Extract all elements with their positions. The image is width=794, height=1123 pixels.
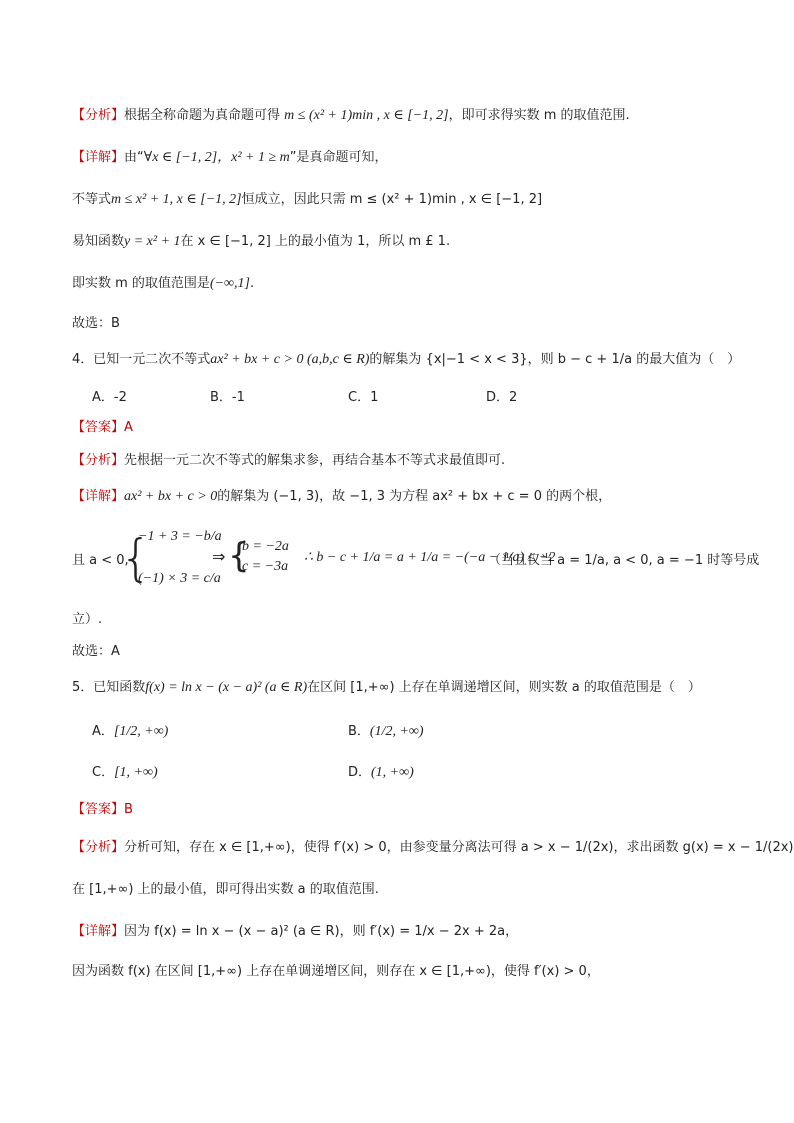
- analysis-text: 先根据一元二次不等式的解集求参，再结合基本不等式求最值即可.: [124, 453, 506, 468]
- option-math: (1, +∞): [371, 765, 414, 780]
- left-brace-2: {: [228, 536, 250, 576]
- question-tail: 在区间 [1,+∞) 上存在单调递增区间，则实数 a 的取值范围是（ ）: [307, 680, 701, 695]
- math-expression: m ≤ x² + 1, x ∈ [−1, 2]: [111, 192, 242, 207]
- math-expression: ax² + bx + c > 0 (a,b,c ∈ R): [210, 352, 370, 367]
- math-expression: ∀x ∈ [−1, 2]，x² + 1 ≥ m: [143, 150, 290, 165]
- q4-option-c: C．1: [348, 390, 379, 405]
- detail-text: 不等式: [72, 192, 112, 207]
- math-expression: y = x² + 1: [124, 234, 181, 249]
- analysis-tag: 【分析】: [72, 108, 125, 123]
- q4-choice: 故选：A: [72, 644, 120, 659]
- detail-text: 即实数 m 的取值范围是: [72, 276, 210, 291]
- q5-option-b: [348, 722, 424, 742]
- detail-line-4: [72, 274, 254, 294]
- option-math: [1, +∞): [114, 765, 158, 780]
- q5-detail-line-2: 因为函数 f(x) 在区间 [1,+∞) 上存在单调递增区间，则存在 x ∈ [1,+∞)，使得 f′(x) > 0，: [72, 964, 600, 979]
- option-label: D．: [348, 765, 372, 780]
- system-equation-2: (−1) × 3 = c/a: [138, 571, 221, 586]
- q5-detail-line-1: [72, 922, 518, 942]
- question-text: 5．已知函数: [72, 680, 146, 695]
- analysis-tag: 【分析】: [72, 453, 125, 468]
- analysis-text: 分析可知，存在 x ∈ [1,+∞)，使得 f′(x) > 0，由参变量分离法可得 a > x − 1/(2x)，求出函数 g(x) = x − 1/(2x): [124, 840, 794, 855]
- detail-prefix: 且 a < 0,: [72, 553, 129, 568]
- detail-tail: .: [249, 276, 255, 291]
- detail-line-1: [72, 148, 388, 168]
- inequality-expression: ∴ b − c + 1/a = a + 1/a = −(−a − 1/a) ≤ −2: [304, 550, 556, 565]
- q5-answer: [72, 800, 133, 820]
- q5-analysis-line-2: 在 [1,+∞) 上的最小值，即可得出实数 a 的取值范围.: [72, 882, 379, 897]
- detail-tag: 【详解】: [72, 489, 125, 504]
- option-math: [1/2, +∞): [113, 724, 169, 739]
- q5-option-d: [348, 763, 414, 783]
- detail-line-2: [72, 190, 542, 210]
- option-label: A．: [92, 724, 114, 739]
- detail-tail: 恒成立，因此只需 m ≤ (x² + 1)min , x ∈ [−1, 2]: [241, 192, 543, 207]
- answer-value: A: [124, 420, 133, 435]
- question-tail: 的解集为 {x|−1 < x < 3}，则 b − c + 1/a 的最大值为（ ）: [369, 352, 741, 367]
- detail-tag: 【详解】: [72, 150, 125, 165]
- analysis-tail: ，即可求得实数 m 的取值范围.: [448, 108, 630, 123]
- result-equation-2: c = −3a: [242, 559, 289, 574]
- result-equation-1: b = −2a: [242, 539, 289, 554]
- math-expression: ax² + bx + c > 0: [124, 489, 218, 504]
- q5-option-a: [92, 722, 168, 742]
- answer-value: B: [124, 802, 133, 817]
- detail-line-3: [72, 232, 450, 252]
- option-label: C．: [92, 765, 115, 780]
- math-expression: f(x) = ln x − (x − a)² (a ∈ R): [145, 680, 308, 695]
- analysis-line-1: [72, 106, 630, 126]
- q4-option-d: D．2: [486, 390, 518, 405]
- q5-option-c: [92, 763, 158, 783]
- math-expression: m ≤ (x² + 1)min , x ∈ [−1, 2]: [284, 108, 449, 123]
- system-equation-1: −1 + 3 = −b/a: [138, 529, 222, 544]
- question-5-stem: [72, 678, 701, 698]
- question-text: 4．已知一元二次不等式: [72, 352, 211, 367]
- q4-detail-line-1: [72, 487, 611, 507]
- q4-option-a: A．-2: [92, 390, 127, 405]
- detail-tail: （当且仅当 a = 1/a, a < 0, a = −1 时等号成: [488, 553, 760, 568]
- q4-answer: [72, 418, 133, 438]
- question-4-stem: [72, 350, 740, 370]
- detail-tag: 【详解】: [72, 924, 125, 939]
- q5-analysis-line-1: [72, 838, 793, 858]
- q4-detail-line-3: 立）.: [72, 612, 103, 627]
- detail-tail: ”是真命题可知，: [289, 150, 388, 165]
- answer-tag: 【答案】: [72, 420, 125, 435]
- detail-text: 由“: [124, 150, 144, 165]
- math-expression: (−∞,1]: [209, 276, 250, 291]
- q4-option-b: B．-1: [210, 390, 245, 405]
- q4-analysis: [72, 451, 505, 471]
- left-brace: {: [120, 529, 152, 587]
- answer-tag: 【答案】: [72, 802, 125, 817]
- implies-arrow: ⇒: [212, 547, 226, 566]
- detail-text: 因为 f(x) = ln x − (x − a)² (a ∈ R)，则 f′(x) = 1/x − 2x + 2a，: [124, 924, 519, 939]
- choice-line: 故选：B: [72, 316, 120, 331]
- option-math: (1/2, +∞): [369, 724, 424, 739]
- analysis-text: 根据全称命题为真命题可得: [124, 108, 281, 123]
- analysis-tag: 【分析】: [72, 840, 125, 855]
- detail-text: 易知函数: [72, 234, 125, 249]
- option-label: B．: [348, 724, 370, 739]
- detail-text: 的解集为 (−1, 3)，故 −1, 3 为方程 ax² + bx + c = 0 的两个根，: [217, 489, 612, 504]
- detail-tail: 在 x ∈ [−1, 2] 上的最小值为 1，所以 m £ 1.: [180, 234, 451, 249]
